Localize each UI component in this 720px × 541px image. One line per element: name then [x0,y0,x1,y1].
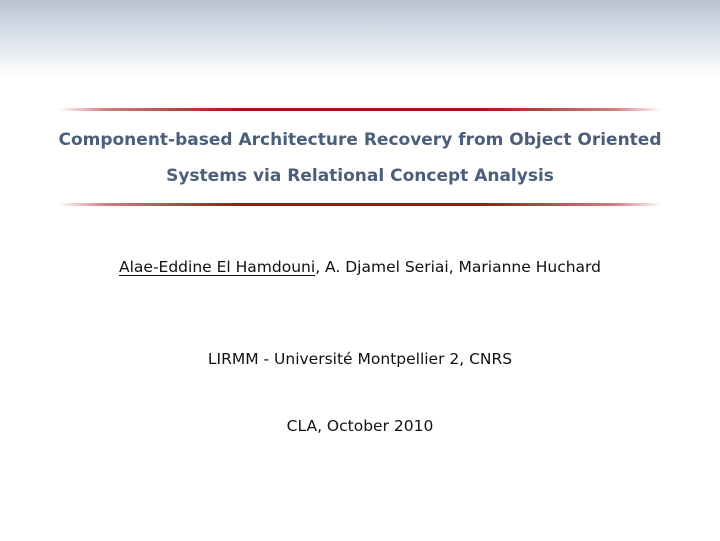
slide-title-line-1: Component-based Architecture Recovery from Object Oriented [58,130,662,150]
author-separator: , [315,258,326,276]
co-authors: A. Djamel Seriai, Marianne Huchard [325,258,601,276]
title-rule-bottom [58,203,662,206]
title-rule-top [58,108,662,111]
presenting-author: Alae-Eddine El Hamdouni [119,258,316,276]
event-date: CLA, October 2010 [286,417,434,435]
header-gradient-band [0,0,720,78]
affiliation: LIRMM - Université Montpellier 2, CNRS [207,350,513,368]
slide-title-line-2: Systems via Relational Concept Analysis [166,166,554,186]
author-list [20,257,700,277]
